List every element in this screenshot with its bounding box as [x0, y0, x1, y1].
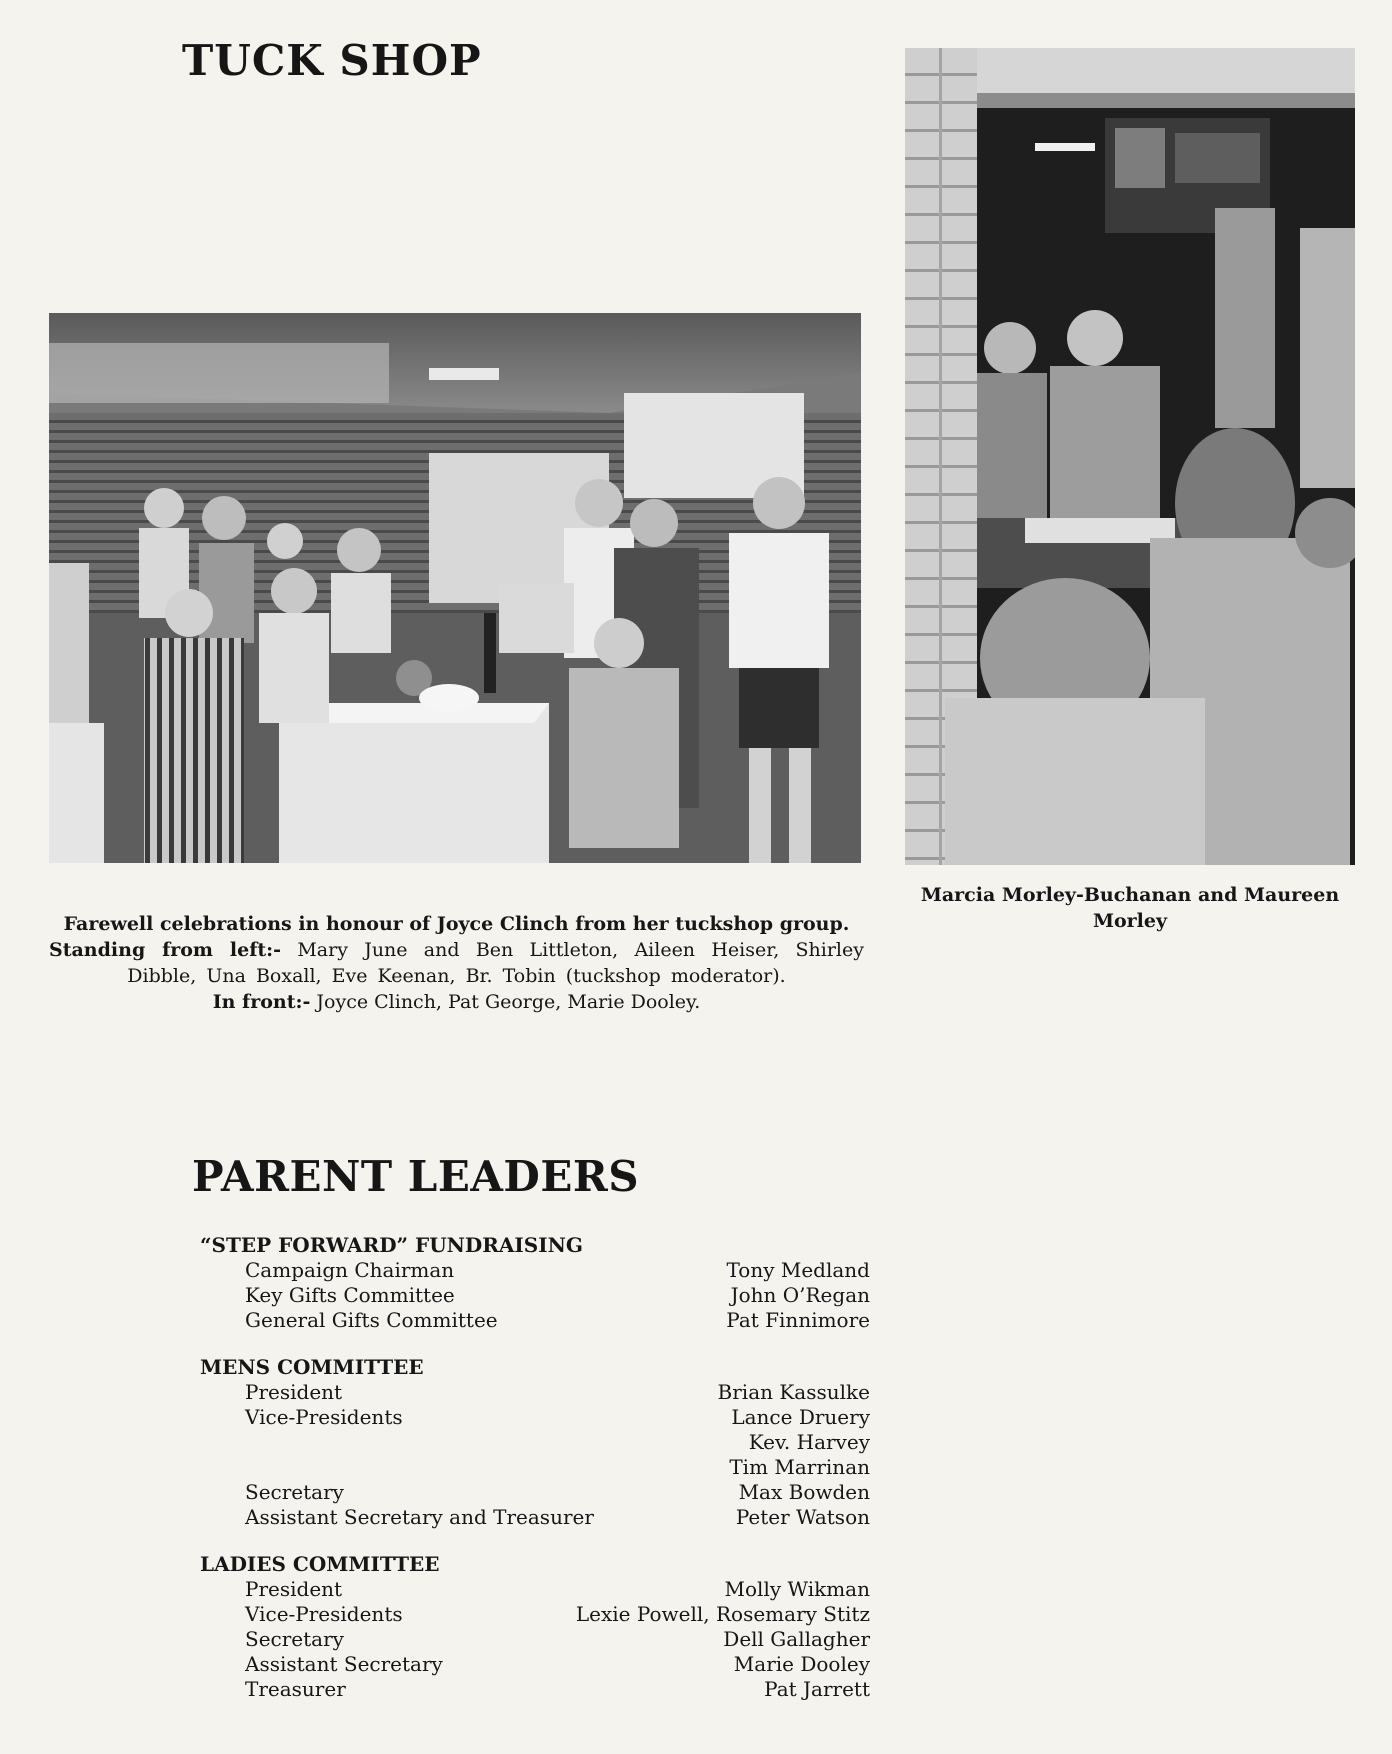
- role-label: Assistant Secretary and Treasurer: [245, 1505, 594, 1529]
- committee-row: [200, 1652, 870, 1677]
- person-name: Molly Wikman: [724, 1577, 870, 1601]
- committee-step-forward: [200, 1233, 870, 1333]
- person-name: Pat Jarrett: [764, 1677, 870, 1701]
- canteen-photo-caption: Marcia Morley-Buchanan and Maureen Morley: [920, 884, 1340, 932]
- role-label: Campaign Chairman: [245, 1258, 455, 1282]
- role-label: Treasurer: [245, 1677, 346, 1701]
- committee-row: [200, 1258, 870, 1283]
- role-label: Secretary: [245, 1480, 344, 1504]
- committee-ladies: [200, 1552, 870, 1702]
- committee-row: [200, 1577, 870, 1602]
- person-name: Lance Druery: [731, 1405, 870, 1429]
- group-photo-caption: [49, 911, 864, 1015]
- role-label: Vice-Presidents: [245, 1405, 403, 1429]
- committee-row: [200, 1480, 870, 1505]
- committees-list: [200, 1233, 870, 1724]
- caption-front-label: In front:-: [212, 991, 311, 1013]
- committee-row: [200, 1677, 870, 1702]
- committee-row: [200, 1627, 870, 1652]
- committee-row: [200, 1505, 870, 1530]
- role-label: Key Gifts Committee: [245, 1283, 455, 1307]
- committee-row: [200, 1308, 870, 1333]
- role-label: Assistant Secretary: [245, 1652, 443, 1676]
- person-name: Pat Finnimore: [726, 1308, 870, 1332]
- group-photo-image: [49, 313, 861, 863]
- caption-front-names: Joyce Clinch, Pat George, Marie Dooley.: [310, 991, 701, 1013]
- committee-heading: “STEP FORWARD” FUNDRAISING: [200, 1233, 583, 1257]
- committee-row: [200, 1380, 870, 1405]
- person-name: Lexie Powell, Rosemary Stitz: [575, 1602, 870, 1626]
- person-name: Marie Dooley: [733, 1652, 870, 1676]
- farewell-group-photo: [49, 313, 861, 863]
- role-label: Vice-Presidents: [245, 1602, 403, 1626]
- committee-row: [200, 1455, 870, 1480]
- committee-heading: LADIES COMMITTEE: [200, 1552, 440, 1576]
- committee-row: [200, 1602, 870, 1627]
- person-name: Tony Medland: [726, 1258, 870, 1282]
- role-label: President: [245, 1380, 343, 1404]
- caption-front: [49, 989, 864, 1015]
- committee-heading: MENS COMMITTEE: [200, 1355, 424, 1379]
- role-label: Secretary: [245, 1627, 344, 1651]
- person-name: Brian Kassulke: [717, 1380, 870, 1404]
- committee-row: [200, 1283, 870, 1308]
- person-name: Peter Watson: [735, 1505, 870, 1529]
- caption-headline: Farewell celebrations in honour of Joyce Clinch from her tuckshop group.: [63, 913, 850, 935]
- canteen-photo-image: [905, 48, 1355, 865]
- committee-row: [200, 1430, 870, 1455]
- person-name: Kev. Harvey: [748, 1430, 870, 1454]
- parent-leaders-title: PARENT LEADERS: [192, 1152, 640, 1201]
- role-label: President: [245, 1577, 343, 1601]
- person-name: John O’Regan: [730, 1283, 870, 1307]
- person-name: Max Bowden: [738, 1480, 870, 1504]
- tuck-shop-title: TUCK SHOP: [182, 36, 482, 85]
- person-name: Dell Gallagher: [723, 1627, 870, 1651]
- caption-standing-label: Standing from left:-: [49, 939, 282, 961]
- canteen-window-photo: [905, 48, 1355, 865]
- caption-standing: [49, 937, 864, 989]
- committee-row: [200, 1405, 870, 1430]
- person-name: Tim Marrinan: [729, 1455, 870, 1479]
- role-label: General Gifts Committee: [245, 1308, 498, 1332]
- caption-standing-names: Mary June and Ben Littleton, Aileen Heiser, Shirley Dibble, Una Boxall, Eve Keenan, Br. Tobin (tuckshop moderator).: [127, 939, 864, 987]
- committee-mens: [200, 1355, 870, 1530]
